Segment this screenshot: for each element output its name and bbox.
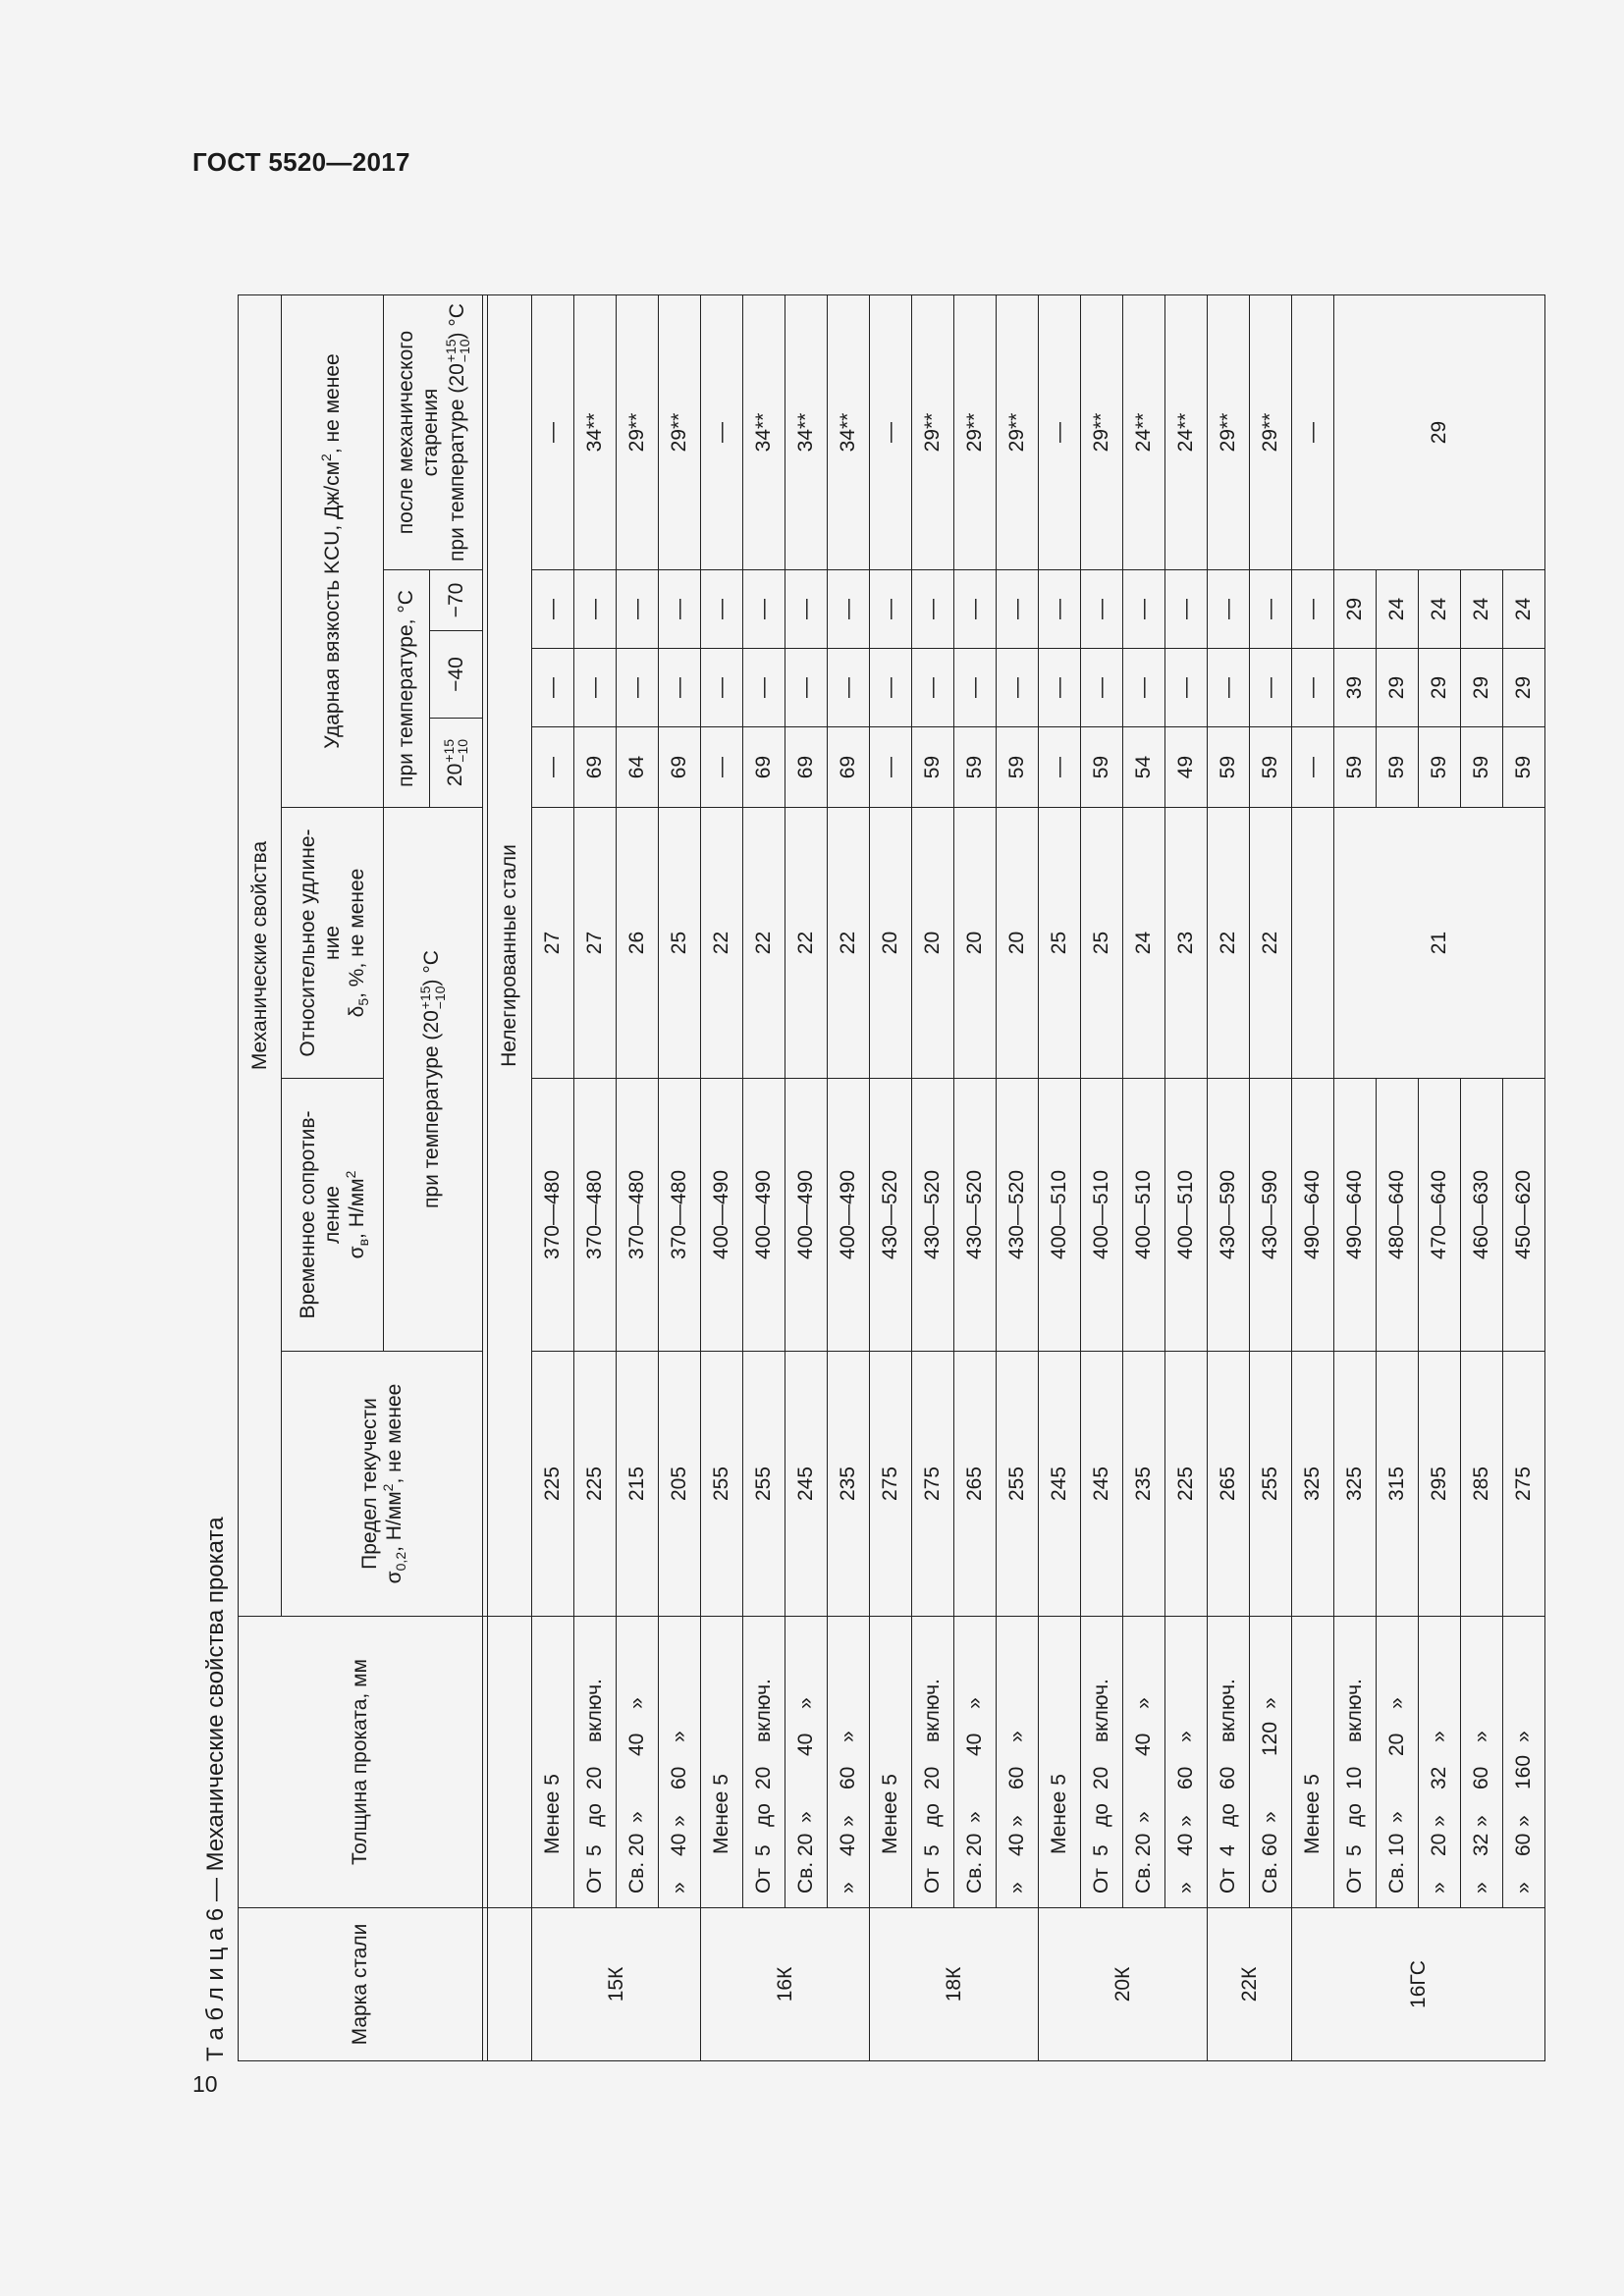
thickness-cell: »40»60» (997, 1617, 1039, 1908)
mechanical-properties-table (238, 294, 1545, 2061)
aging-impact-cell: — (532, 295, 574, 570)
yield-header: Предел текучести $\sigma_{0,2}$, $Н/мм^2$, не менее (282, 1352, 483, 1617)
yield-strength-cell: 255 (1250, 1352, 1292, 1617)
aging-impact-cell: 29** (912, 295, 954, 570)
impact-20-cell: 59 (1081, 727, 1123, 808)
thickness-cell: Менее 5 (1292, 1617, 1334, 1908)
yield-strength-cell: 245 (785, 1352, 828, 1617)
tensile-strength-cell: 400—490 (828, 1079, 870, 1352)
impact-minus40-cell: 29 (1419, 649, 1461, 727)
tensile-strength-cell: 400—510 (1039, 1079, 1081, 1352)
impact-minus40-cell: — (954, 649, 997, 727)
table-row (997, 295, 1039, 2061)
table-row (659, 295, 701, 2061)
mech-group-header: Механические свойства (239, 295, 282, 1617)
aging-impact-cell: 29** (1208, 295, 1250, 570)
yield-strength-cell: 265 (1208, 1352, 1250, 1617)
impact-minus70-cell: — (659, 570, 701, 649)
yield-strength-cell: 275 (1503, 1352, 1545, 1617)
thickness-cell: »40»60» (1165, 1617, 1208, 1908)
impact-minus70-cell: — (743, 570, 785, 649)
tensile-strength-cell: 430—590 (1250, 1079, 1292, 1352)
impact-minus70-cell: 24 (1461, 570, 1503, 649)
steel-grade-cell: 16ГС (1292, 1908, 1545, 2061)
impact-minus70-cell: — (1292, 570, 1334, 649)
impact-minus70-cell: — (1208, 570, 1250, 649)
thickness-cell: Менее 5 (870, 1617, 912, 1908)
room-temp-header: при температуре (20 +15 −10 ) °С (384, 808, 483, 1352)
impact-20-cell: 59 (1334, 727, 1377, 808)
table-caption: Т а б л и ц а 6 — Механические свойства проката (202, 1517, 229, 2061)
elongation-cell: 22 (743, 808, 785, 1079)
elongation-cell: 27 (532, 808, 574, 1079)
elongation-cell: 22 (828, 808, 870, 1079)
tensile-strength-cell: 490—640 (1334, 1079, 1377, 1352)
impact-20-cell: — (701, 727, 743, 808)
impact-minus40-cell: — (785, 649, 828, 727)
yield-strength-cell: 225 (532, 1352, 574, 1617)
impact-minus70-cell: — (1123, 570, 1165, 649)
elongation-cell: 27 (574, 808, 617, 1079)
impact-minus40-cell: — (1081, 649, 1123, 727)
elongation-cell: 22 (785, 808, 828, 1079)
impact-minus40-cell: — (1208, 649, 1250, 727)
thickness-cell: Менее 5 (532, 1617, 574, 1908)
thickness-cell: »60»160» (1503, 1617, 1545, 1908)
tensile-strength-cell: 400—490 (785, 1079, 828, 1352)
aging-impact-cell: — (870, 295, 912, 570)
thickness-cell: »32»60» (1461, 1617, 1503, 1908)
aging-impact-cell: 29** (1250, 295, 1292, 570)
impact-minus70-cell: — (701, 570, 743, 649)
tensile-strength-cell: 480—640 (1377, 1079, 1419, 1352)
impact-minus70-cell: — (574, 570, 617, 649)
impact-minus70-cell: — (870, 570, 912, 649)
impact-minus40-cell: — (617, 649, 659, 727)
tensile-strength-cell: 430—520 (954, 1079, 997, 1352)
yield-strength-cell: 255 (701, 1352, 743, 1617)
thickness-cell: Св. 20»40» (954, 1617, 997, 1908)
impact-20-cell: 59 (1419, 727, 1461, 808)
table-row (1208, 295, 1250, 2061)
elongation-cell: 23 (1165, 808, 1208, 1079)
tensile-strength-cell: 430—520 (870, 1079, 912, 1352)
tensile-strength-cell: 450—620 (1503, 1079, 1545, 1352)
impact-minus70-cell: — (617, 570, 659, 649)
impact-minus40-cell: 29 (1461, 649, 1503, 727)
thickness-cell: »40»60» (828, 1617, 870, 1908)
thickness-cell: От5до10включ. (1334, 1617, 1377, 1908)
table-row (743, 295, 785, 2061)
thickness-cell: Св. 60»120» (1250, 1617, 1292, 1908)
elongation-cell: 22 (1208, 808, 1250, 1079)
elongation-cell: 26 (617, 808, 659, 1079)
yield-strength-cell: 325 (1292, 1352, 1334, 1617)
steel-grade-cell: 22К (1208, 1908, 1292, 2061)
elongation-header: Относительное удлине- ние $\delta_5$, %, не менее (282, 808, 384, 1079)
yield-strength-cell: 315 (1377, 1352, 1419, 1617)
impact-minus40-cell: — (1165, 649, 1208, 727)
aging-header: после механического старения при температуре (20 +15 −10 ) °С (384, 295, 483, 570)
table-row (1334, 295, 1377, 2061)
impact-minus40-cell: 29 (1377, 649, 1419, 727)
steel-grade-cell: 20К (1039, 1908, 1208, 2061)
impact-minus40-cell: — (574, 649, 617, 727)
aging-impact-cell: 29** (659, 295, 701, 570)
section-title: Нелегированные стали (488, 295, 532, 1617)
impact-minus70-cell: — (785, 570, 828, 649)
tensile-strength-cell: 400—510 (1081, 1079, 1123, 1352)
impact-minus40-cell: — (828, 649, 870, 727)
impact-minus40-cell: — (912, 649, 954, 727)
yield-strength-cell: 205 (659, 1352, 701, 1617)
table-row (1039, 295, 1081, 2061)
impact-minus40-cell: 29 (1503, 649, 1545, 727)
page-number: 10 (192, 2071, 218, 2097)
table-row (828, 295, 870, 2061)
tensile-strength-cell: 400—490 (701, 1079, 743, 1352)
aging-impact-cell: 29** (617, 295, 659, 570)
impact-minus70-cell: 29 (1334, 570, 1377, 649)
elongation-cell: 20 (870, 808, 912, 1079)
table-row (617, 295, 659, 2061)
tensile-strength-cell: 370—480 (574, 1079, 617, 1352)
impact-20-cell: — (1039, 727, 1081, 808)
aging-impact-cell: 29** (997, 295, 1039, 570)
table-row (1250, 295, 1292, 2061)
yield-strength-cell: 245 (1081, 1352, 1123, 1617)
impact-20-cell: 59 (1208, 727, 1250, 808)
thickness-cell: »20»32» (1419, 1617, 1461, 1908)
tensile-strength-cell: 400—510 (1165, 1079, 1208, 1352)
aging-impact-cell: 34** (828, 295, 870, 570)
thickness-cell: »40»60» (659, 1617, 701, 1908)
yield-strength-cell: 255 (997, 1352, 1039, 1617)
table-row (785, 295, 828, 2061)
steel-grade-cell: 16К (701, 1908, 870, 2061)
yield-strength-cell: 265 (954, 1352, 997, 1617)
aging-impact-cell: — (1039, 295, 1081, 570)
table-row (870, 295, 912, 2061)
grade-header: Марка стали (239, 1908, 483, 2061)
impact-minus70-cell: 24 (1503, 570, 1545, 649)
aging-impact-cell: 24** (1123, 295, 1165, 570)
impact-minus70-cell: — (954, 570, 997, 649)
thickness-cell: Св. 20»40» (1123, 1617, 1165, 1908)
elongation-cell: 24 (1123, 808, 1165, 1079)
aging-impact-cell: 29** (1081, 295, 1123, 570)
impact-minus70-cell: — (1081, 570, 1123, 649)
impact-minus40-cell: — (997, 649, 1039, 727)
tensile-strength-cell: 470—640 (1419, 1079, 1461, 1352)
rotated-table-area (196, 216, 1536, 2061)
tensile-strength-cell: 370—480 (617, 1079, 659, 1352)
impact-20-cell: 59 (1503, 727, 1545, 808)
impact-20-cell: 69 (785, 727, 828, 808)
aging-impact-cell: 24** (1165, 295, 1208, 570)
thickness-cell: От5до20включ. (574, 1617, 617, 1908)
thickness-cell: Св. 20»40» (617, 1617, 659, 1908)
thickness-cell: Св. 20»40» (785, 1617, 828, 1908)
tensile-strength-cell: 490—640 (1292, 1079, 1334, 1352)
impact-20-cell: 64 (617, 727, 659, 808)
impact-minus70-cell: 24 (1419, 570, 1461, 649)
tensile-strength-cell: 460—630 (1461, 1079, 1503, 1352)
yield-strength-cell: 225 (574, 1352, 617, 1617)
impact-20-cell: — (532, 727, 574, 808)
elongation-cell: 25 (1039, 808, 1081, 1079)
impact-20-cell: 59 (1250, 727, 1292, 808)
impact-20-cell: 69 (828, 727, 870, 808)
tensile-strength-cell: 370—480 (659, 1079, 701, 1352)
elongation-cell: 20 (954, 808, 997, 1079)
yield-strength-cell: 225 (1165, 1352, 1208, 1617)
thickness-cell: От5до20включ. (912, 1617, 954, 1908)
yield-strength-cell: 325 (1334, 1352, 1377, 1617)
aging-impact-cell: — (701, 295, 743, 570)
impact-20-cell: 59 (1377, 727, 1419, 808)
impact-minus70-cell: — (828, 570, 870, 649)
aging-impact-cell: 34** (785, 295, 828, 570)
document-header: ГОСТ 5520—2017 (192, 147, 410, 177)
elongation-cell-empty (1292, 808, 1334, 1079)
table-row (1165, 295, 1208, 2061)
elongation-cell: 20 (912, 808, 954, 1079)
impact-temp-header: при температуре, °С 20 +15 −10 −40 −70 (384, 570, 483, 808)
impact-minus40-cell: 39 (1334, 649, 1377, 727)
thickness-cell: От4до60включ. (1208, 1617, 1250, 1908)
yield-strength-cell: 235 (828, 1352, 870, 1617)
impact-minus40-cell: — (743, 649, 785, 727)
elongation-cell: 25 (659, 808, 701, 1079)
tensile-strength-cell: 400—510 (1123, 1079, 1165, 1352)
thickness-cell: От5до20включ. (1081, 1617, 1123, 1908)
aging-impact-cell: 34** (743, 295, 785, 570)
impact-minus70-cell: — (1039, 570, 1081, 649)
steel-grade-cell: 15К (532, 1908, 701, 2061)
tensile-strength-cell: 430—520 (997, 1079, 1039, 1352)
impact-20-cell: 69 (743, 727, 785, 808)
impact-20-cell: — (870, 727, 912, 808)
impact-minus70-cell: — (912, 570, 954, 649)
impact-minus70-cell: 24 (1377, 570, 1419, 649)
impact-minus40-cell: — (659, 649, 701, 727)
impact-minus40-cell: — (701, 649, 743, 727)
impact-minus70-cell: — (1165, 570, 1208, 649)
thickness-cell: Менее 5 (701, 1617, 743, 1908)
steel-grade-cell: 18К (870, 1908, 1039, 2061)
table-row (1292, 295, 1334, 2061)
table-row (1081, 295, 1123, 2061)
impact-20-cell: 54 (1123, 727, 1165, 808)
table-row (1123, 295, 1165, 2061)
elongation-cell: 25 (1081, 808, 1123, 1079)
impact-20-cell: 49 (1165, 727, 1208, 808)
yield-strength-cell: 285 (1461, 1352, 1503, 1617)
yield-strength-cell: 295 (1419, 1352, 1461, 1617)
impact-minus70-cell: — (997, 570, 1039, 649)
impact-minus40-cell: — (532, 649, 574, 727)
impact-20-cell: 59 (997, 727, 1039, 808)
thickness-cell: Св. 10»20» (1377, 1617, 1419, 1908)
table-row (912, 295, 954, 2061)
thickness-cell: От5до20включ. (743, 1617, 785, 1908)
aging-impact-cell: 34** (574, 295, 617, 570)
table-row (954, 295, 997, 2061)
aging-impact-cell: 29** (954, 295, 997, 570)
table-row (532, 295, 574, 2061)
yield-strength-cell: 245 (1039, 1352, 1081, 1617)
yield-strength-cell: 275 (912, 1352, 954, 1617)
thickness-cell: Менее 5 (1039, 1617, 1081, 1908)
impact-header: Ударная вязкость KCU, $Дж/см^2$, не менее (282, 295, 384, 808)
impact-20-cell: 69 (574, 727, 617, 808)
impact-minus40-cell: — (1250, 649, 1292, 727)
elongation-cell: 20 (997, 808, 1039, 1079)
elongation-cell: 22 (701, 808, 743, 1079)
elongation-cell: 21 (1334, 808, 1545, 1079)
thickness-header: Толщина проката, мм (239, 1617, 483, 1908)
aging-impact-cell: 29 (1334, 295, 1545, 570)
tensile-header: Временное сопротив- ление $\sigma_в$, $Н/мм^2$ (282, 1079, 384, 1352)
impact-minus40-cell: — (870, 649, 912, 727)
impact-minus70-cell: — (1250, 570, 1292, 649)
yield-strength-cell: 275 (870, 1352, 912, 1617)
tensile-strength-cell: 400—490 (743, 1079, 785, 1352)
impact-minus40-cell: — (1039, 649, 1081, 727)
yield-strength-cell: 255 (743, 1352, 785, 1617)
impact-minus40-cell: — (1292, 649, 1334, 727)
impact-minus40-cell: — (1123, 649, 1165, 727)
tensile-strength-cell: 370—480 (532, 1079, 574, 1352)
table-row (701, 295, 743, 2061)
impact-20-cell: 59 (954, 727, 997, 808)
elongation-cell: 22 (1250, 808, 1292, 1079)
yield-strength-cell: 235 (1123, 1352, 1165, 1617)
impact-20-cell: — (1292, 727, 1334, 808)
impact-20-cell: 59 (912, 727, 954, 808)
impact-20-cell: 59 (1461, 727, 1503, 808)
table-row (574, 295, 617, 2061)
impact-20-cell: 69 (659, 727, 701, 808)
tensile-strength-cell: 430—520 (912, 1079, 954, 1352)
aging-impact-cell: — (1292, 295, 1334, 570)
impact-minus70-cell: — (532, 570, 574, 649)
yield-strength-cell: 215 (617, 1352, 659, 1617)
tensile-strength-cell: 430—590 (1208, 1079, 1250, 1352)
